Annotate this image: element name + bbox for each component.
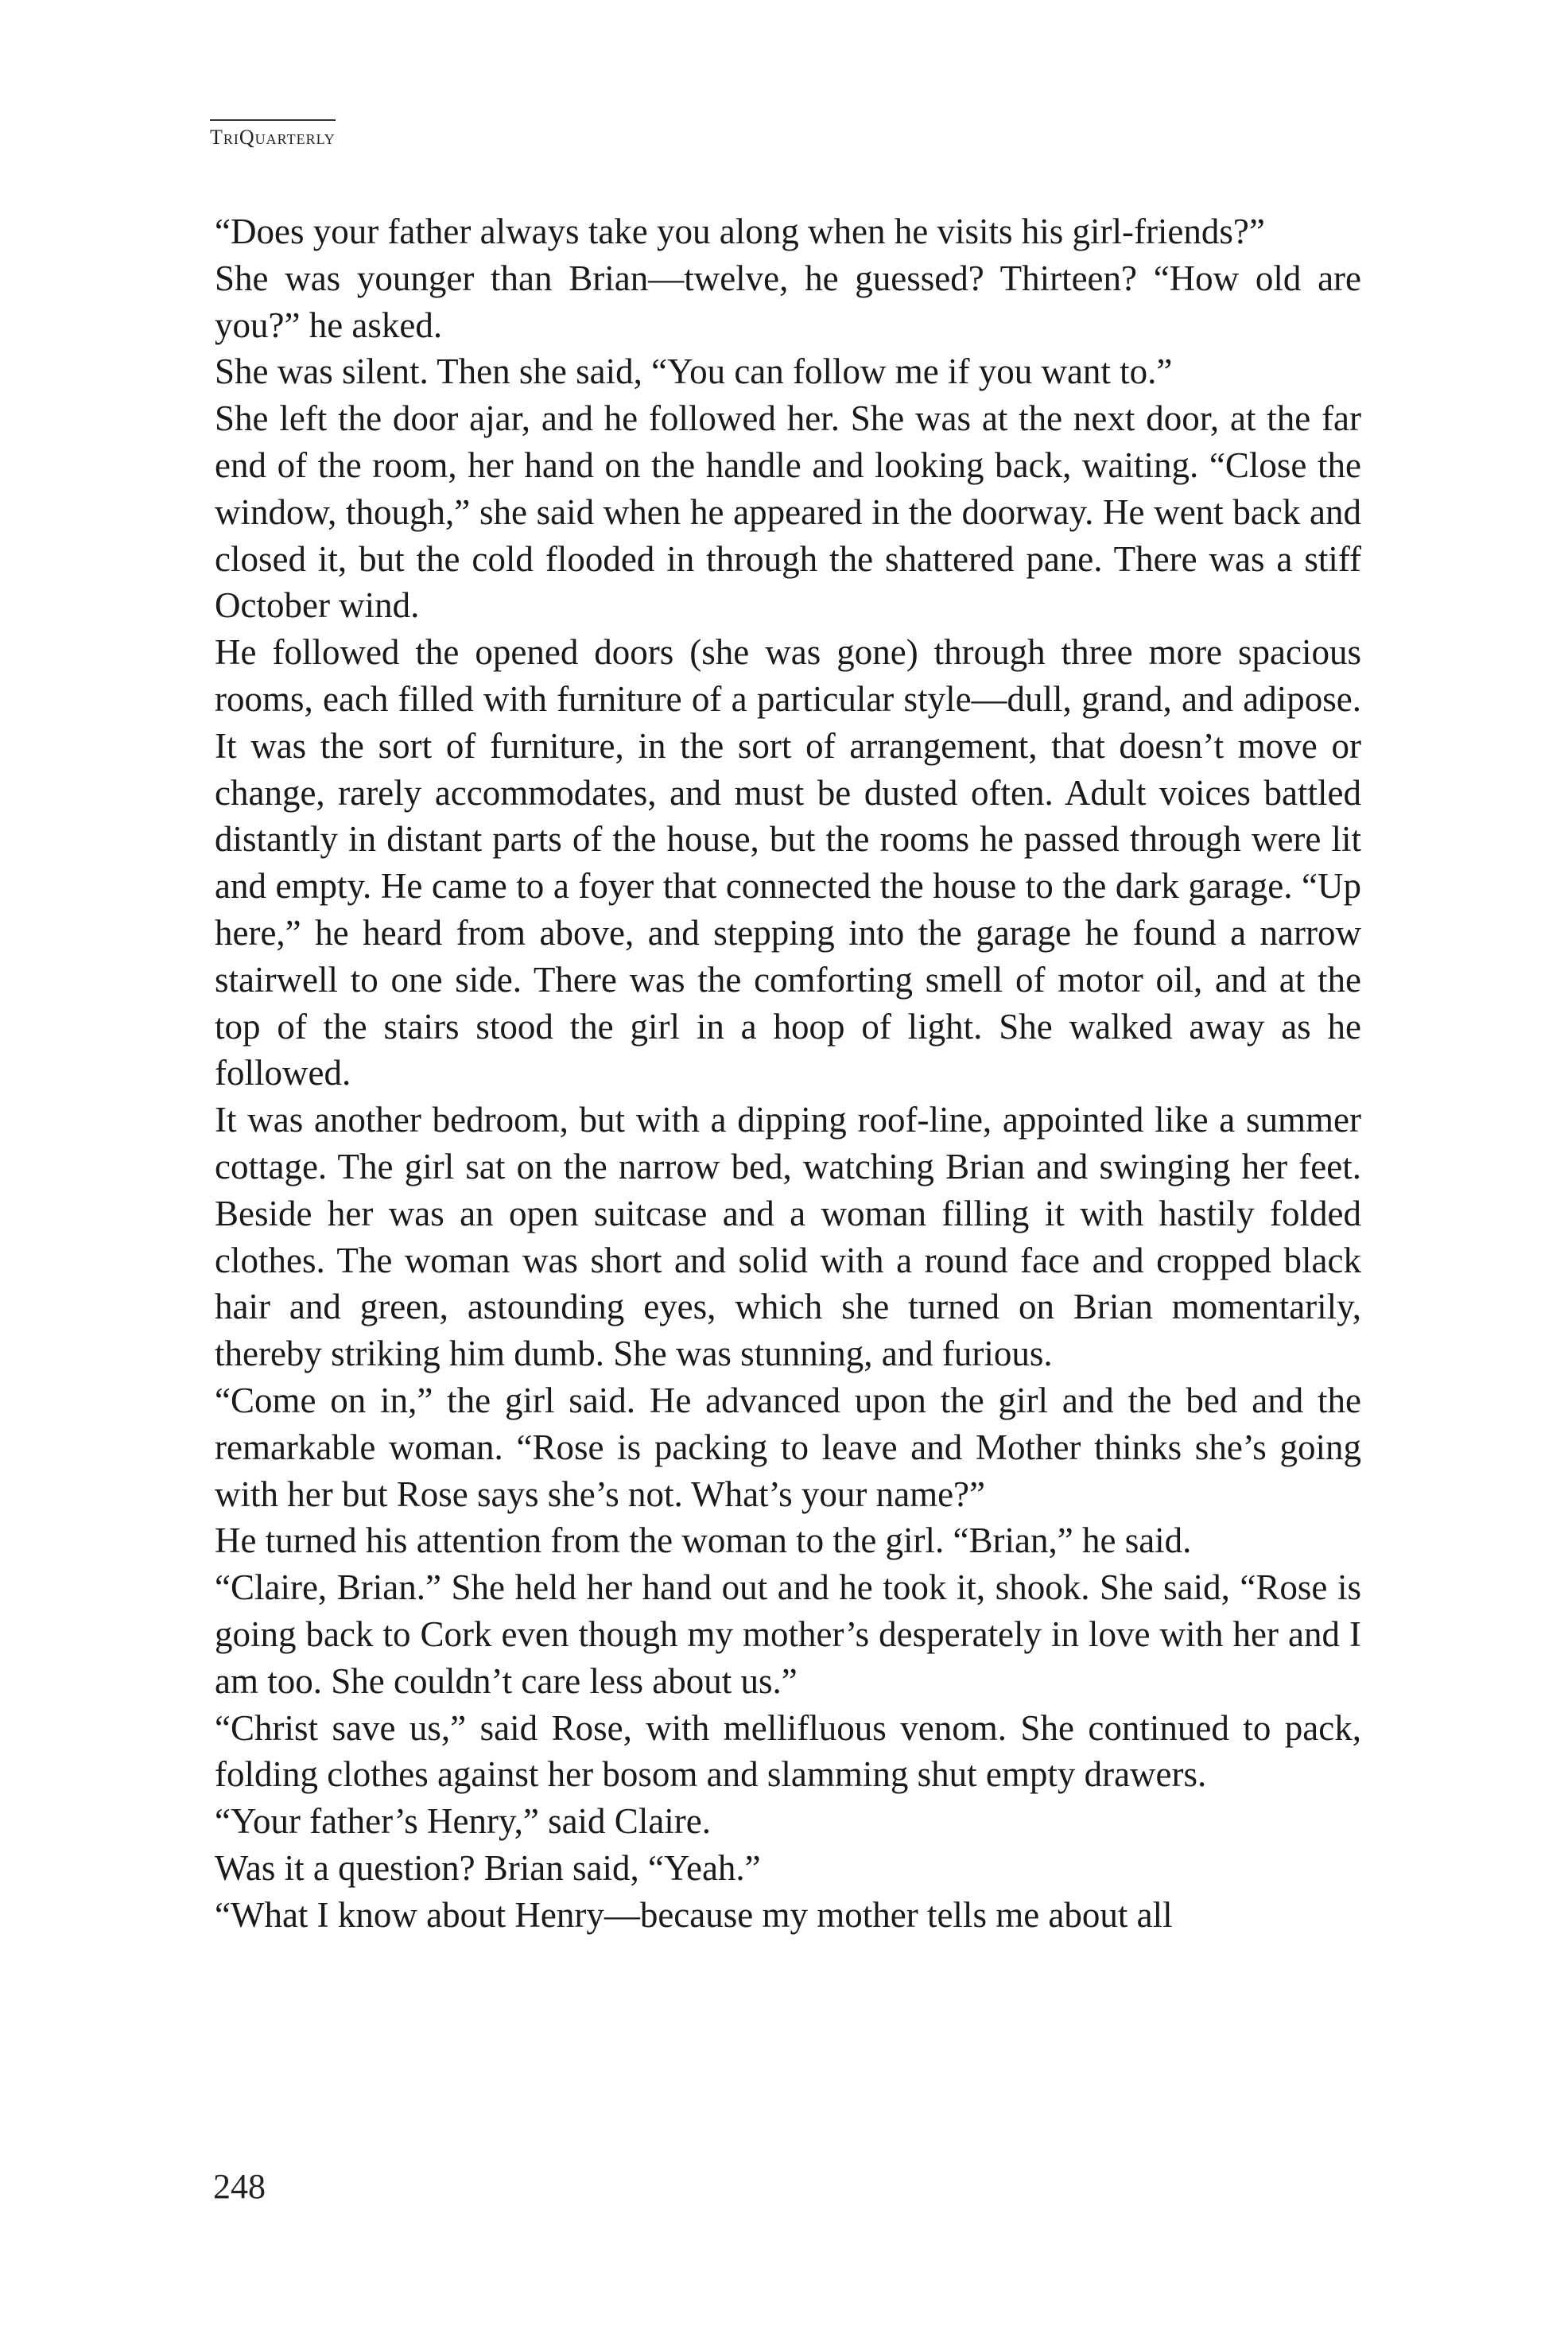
paragraph: She was silent. Then she said, “You can follow me if you want to.” [215,351,1173,392]
paragraph: She left the door ajar, and he followed her. She was at the next door, at the far end of the room, her hand on the handle and looking back, waiting. “Close the window, though,” she said when he appeared in the doorway. He went back and closed it, but the cold flooded in through the shattered pane. There was a stiff October wind. [215,398,1361,626]
running-head: TriQuarterly [210,119,336,148]
paragraph: It was another bedroom, but with a dipping roof-line, appointed like a summer cottage. The girl sat on the narrow bed, watching Brian and swinging her feet. Beside her was an open suitcase and a woman filling it with hastily folded clothes. The woman was short and solid with a round face and cropped black hair and green, astounding eyes, which she turned on Brian momentarily, thereby striking him dumb. She was stunning, and furious. [215,1100,1361,1374]
paragraph: “Christ save us,” said Rose, with mellifluous venom. She continued to pack, folding clothes against her bosom and slamming shut empty drawers. [215,1707,1361,1795]
paragraph: “Come on in,” the girl said. He advanced upon the girl and the bed and the remarkable woman. “Rose is packing to leave and Mother thinks she’s going with her but Rose says she’s not. What’s your name?” [215,1380,1361,1514]
paragraph: “Your father’s Henry,” said Claire. [215,1801,712,1842]
paragraph: “Does your father always take you along when he visits his girl-friends?” [215,212,1265,251]
paragraph: He turned his attention from the woman to the girl. “Brian,” he said. [215,1520,1192,1561]
paragraph: Was it a question? Brian said, “Yeah.” [215,1847,761,1888]
page-number: 248 [213,2167,266,2206]
paragraph: “Claire, Brian.” She held her hand out and he took it, shook. She said, “Rose is going back to Cork even though my mother’s desperately in love with her and I am too. She couldn’t care less about us.” [215,1567,1361,1701]
paragraph: She was younger than Brian—twelve, he guessed? Thirteen? “How old are you?” he asked. [215,258,1361,345]
paragraph: He followed the opened doors (she was gone) through three more spacious rooms, each filled with furniture of a particular style—dull, grand, and adipose. It was the sort of furniture, in the sort of arrangement, that doesn’t move or change, rarely accommodates, and must be dusted often. Adult voices battled distantly in distant parts of the house, but the rooms he passed through were lit and empty. He came to a foyer that connected the house to the dark garage. “Up here,” he heard from above, and stepping into the garage he found a narrow stairwell to one side. There was the comforting smell of motor oil, and at the top of the stairs stood the girl in a hoop of light. She walked away as he followed. [215,632,1361,1093]
paragraph: “What I know about Henry—because my mother tells me about all [215,1894,1173,1935]
body-text [215,208,1361,1938]
